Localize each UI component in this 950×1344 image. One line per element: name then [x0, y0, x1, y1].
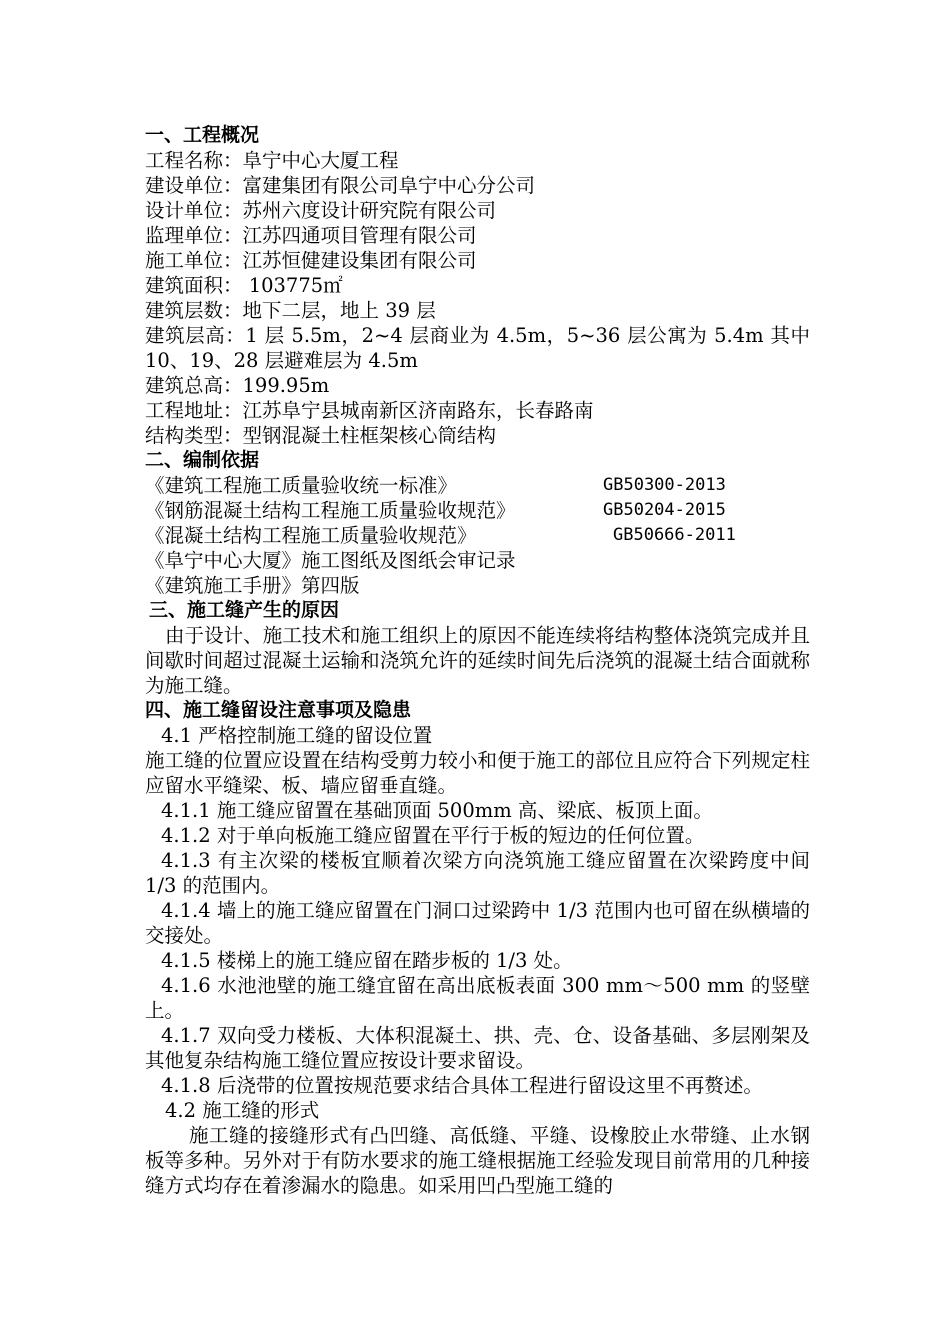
section-2-heading: 二、编制依据	[145, 449, 260, 471]
document-body	[145, 123, 810, 1198]
reference-name: 《混凝土结构工程施工质量验收规范》	[145, 524, 477, 547]
floor-height-line: 建筑层高：1 层 5.5m，2~4 层商业为 4.5m，5~36 层公寓为 5.4m 其中10、19、28 层避难层为 4.5m	[145, 324, 810, 372]
total-height-line: 建筑总高：199.95m	[145, 374, 330, 397]
reference-item	[145, 523, 810, 548]
subsection-4-1-title: 4.1 严格控制施工缝的留设位置	[161, 724, 433, 747]
rule-item: 4.1.5 楼梯上的施工缝应留在踏步板的 1/3 处。	[161, 949, 573, 972]
owner-line: 建设单位：富建集团有限公司阜宁中心分公司	[145, 174, 536, 197]
rule-item: 4.1.3 有主次梁的楼板宜顺着次梁方向浇筑施工缝应留置在次梁跨度中间 1/3 的范围内。	[145, 849, 810, 897]
reference-item	[145, 498, 810, 523]
contractor-line: 施工单位：江苏恒健建设集团有限公司	[145, 249, 477, 272]
reference-item	[145, 573, 810, 598]
floor-area-line: 建筑面积： 103775㎡	[145, 274, 343, 297]
reference-code: GB50300-2013	[603, 475, 726, 495]
reference-name: 《钢筋混凝土结构工程施工质量验收规范》	[145, 499, 516, 522]
section-3-heading: 三、施工缝产生的原因	[149, 599, 340, 621]
section-3-paragraph: 由于设计、施工技术和施工组织上的原因不能连续将结构整体浇筑完成并且间歇时间超过混凝土运输和浇筑允许的延续时间先后浇筑的混凝土结合面就称为施工缝。	[145, 624, 810, 697]
rule-item: 4.1.4 墙上的施工缝应留置在门洞口过梁跨中 1/3 范围内也可留在纵横墙的交接处。	[145, 899, 810, 947]
designer-line: 设计单位：苏州六度设计研究院有限公司	[145, 199, 497, 222]
reference-name: 《建筑施工手册》第四版	[145, 574, 360, 597]
reference-item	[145, 548, 810, 573]
reference-code: GB50666-2011	[613, 525, 736, 545]
project-name-line: 工程名称：阜宁中心大厦工程	[145, 149, 399, 172]
reference-name: 《阜宁中心大厦》施工图纸及图纸会审记录	[145, 549, 516, 572]
section-4-heading: 四、施工缝留设注意事项及隐患	[145, 699, 412, 721]
reference-item	[145, 473, 810, 498]
reference-code: GB50204-2015	[603, 500, 726, 520]
structure-type-line: 结构类型：型钢混凝土柱框架核心筒结构	[145, 424, 497, 447]
rule-item: 4.1.8 后浇带的位置按规范要求结合具体工程进行留设这里不再赘述。	[161, 1074, 763, 1097]
section-1-heading: 一、工程概况	[145, 124, 260, 146]
supervisor-line: 监理单位：江苏四通项目管理有限公司	[145, 224, 477, 247]
rule-item: 4.1.6 水池池壁的施工缝宜留在高出底板表面 300 mm～500 mm 的竖壁上。	[145, 974, 810, 1022]
subsection-4-2-title: 4.2 施工缝的形式	[165, 1099, 320, 1122]
floor-count-line: 建筑层数：地下二层，地上 39 层	[145, 299, 436, 322]
rule-item: 4.1.1 施工缝应留置在基础顶面 500mm 高、梁底、板顶上面。	[161, 799, 713, 822]
subsection-4-2-paragraph: 施工缝的接缝形式有凸凹缝、高低缝、平缝、设橡胶止水带缝、止水钢板等多种。另外对于有防水要求的施工缝根据施工经验发现目前常用的几种接缝方式均存在着渗漏水的隐患。如采用凹凸型施工缝的	[145, 1124, 810, 1197]
reference-name: 《建筑工程施工质量验收统一标准》	[145, 474, 458, 497]
subsection-4-1-paragraph: 施工缝的位置应设置在结构受剪力较小和便于施工的部位且应符合下列规定柱应留水平缝梁、板、墙应留垂直缝。	[145, 749, 810, 797]
rule-item: 4.1.7 双向受力楼板、大体积混凝土、拱、壳、仓、设备基础、多层刚架及其他复杂结构施工缝位置应按设计要求留设。	[145, 1024, 810, 1072]
address-line: 工程地址：江苏阜宁县城南新区济南路东，长春路南	[145, 399, 594, 422]
rule-item: 4.1.2 对于单向板施工缝应留置在平行于板的短边的任何位置。	[161, 824, 705, 847]
